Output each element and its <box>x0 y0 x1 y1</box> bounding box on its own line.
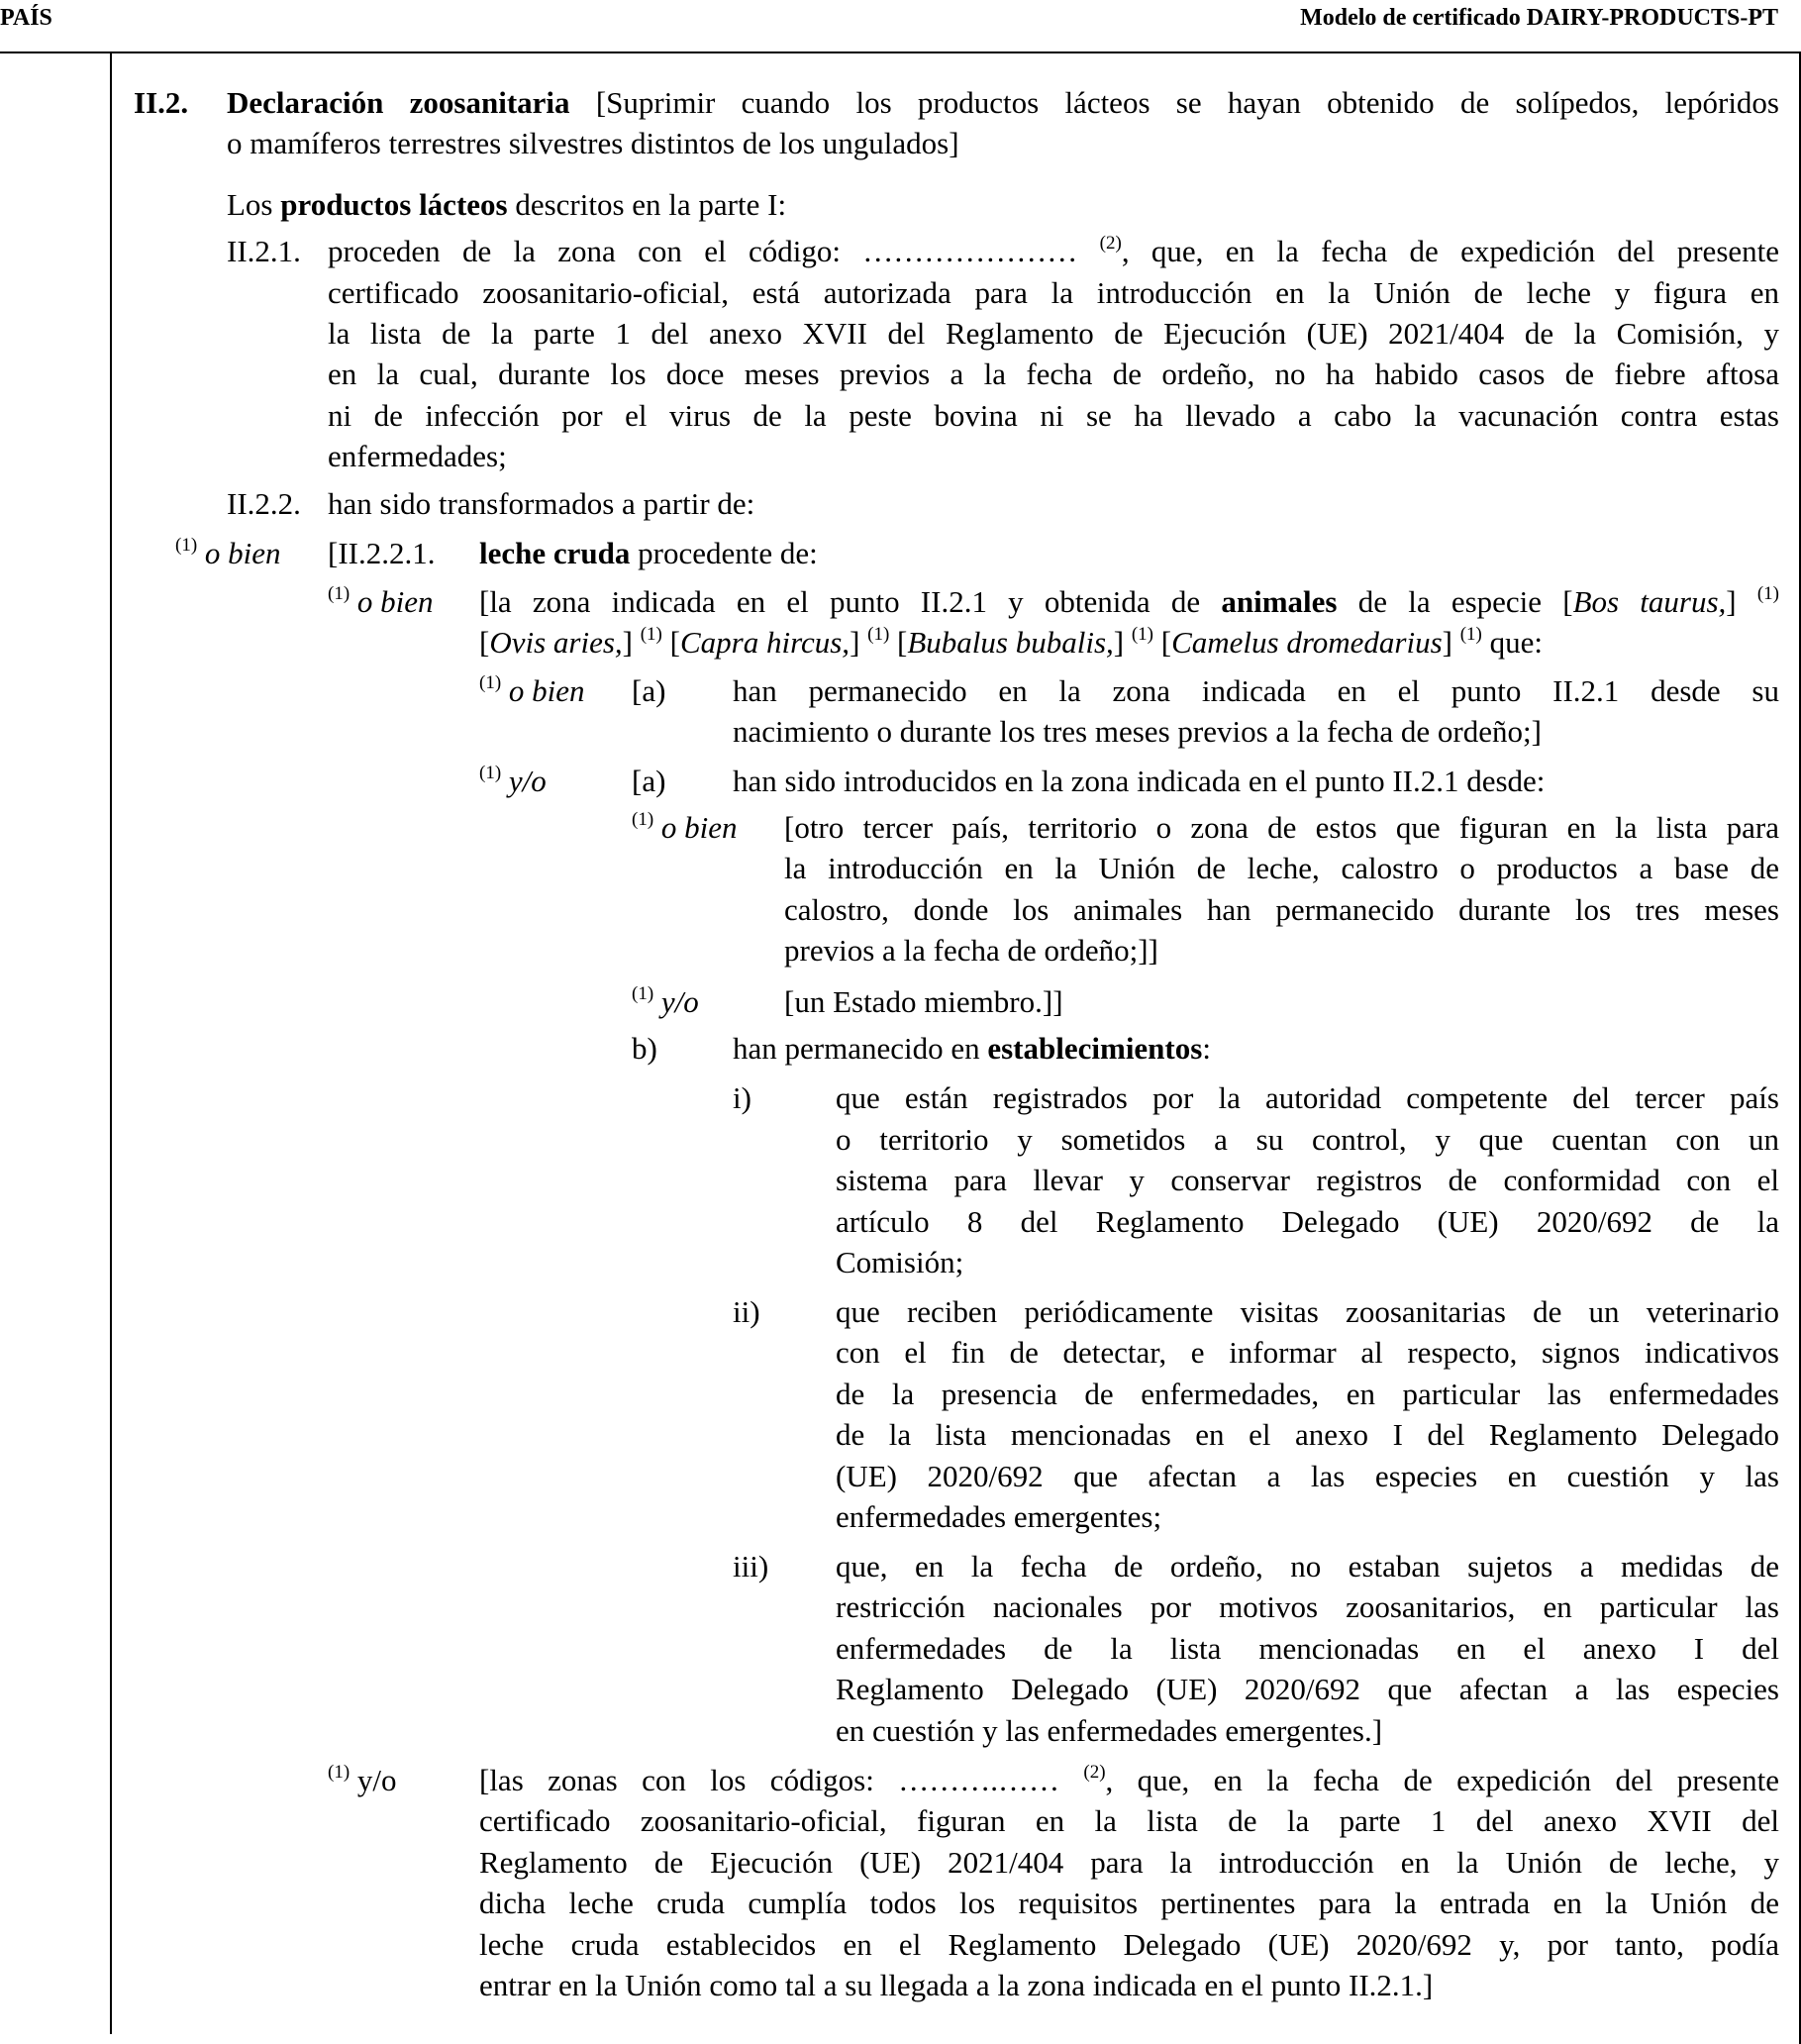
a2opt1-line-3: calostro, donde los animales han permanecido durante los tres meses <box>784 892 1779 927</box>
opt1-line-1 <box>479 581 1779 623</box>
b-text <box>733 1028 1211 1070</box>
ii221-line-2: certificado zoosanitario-oficial, está autorizada para la introducción en la Unión de leche y figura en <box>328 275 1779 310</box>
qualifier-o-bien: o bien <box>660 810 738 845</box>
a2opt1-line-1: [otro tercer país, territorio o zona de estos que figuran en la lista para <box>784 810 1779 845</box>
section-title: Declaración zoosanitaria <box>227 85 570 120</box>
ii222-text: han sido transformados a partir de: <box>328 486 755 521</box>
opt1-que: que: <box>1489 625 1544 660</box>
bi-label: i) <box>733 1080 751 1115</box>
species-bos-taurus: Bos taurus, <box>1572 584 1727 619</box>
footnote-ref-1: (1) <box>175 535 198 556</box>
biii-label: iii) <box>733 1549 769 1584</box>
section-title-note-2: o mamíferos terrestres silvestres distintos de los ungulados] <box>227 126 959 160</box>
bii-line-2: con el fin de detectar, e informar al respecto, signos indicativos <box>836 1335 1779 1370</box>
bii-line-3: de la presencia de enfermedades, en particular las enfermedades <box>836 1377 1779 1411</box>
footnote-ref-1: (1) <box>479 672 502 693</box>
footnote-ref-1: (1) <box>479 763 502 783</box>
opt2-line-1 <box>479 1760 1779 1801</box>
bracket-close: ] <box>1726 584 1737 619</box>
footnote-ref-1: (1) <box>328 1762 350 1783</box>
ii221-l1-post: , que, en la fecha de expedición del presente <box>1121 234 1780 268</box>
bracket-close: ] <box>622 625 633 660</box>
a2-label: [a) <box>632 764 666 798</box>
species-bubalus-bubalis: Bubalus bubalis, <box>907 625 1114 660</box>
biii-line-4: Reglamento Delegado (UE) 2020/692 que afectan a las especies <box>836 1672 1779 1706</box>
bracket-close: ] <box>850 625 860 660</box>
biii-line-5: en cuestión y las enfermedades emergentes.] <box>836 1713 1383 1748</box>
footnote-ref-1: (1) <box>1459 624 1482 645</box>
header-model: Modelo de certificado DAIRY-PRODUCTS-PT <box>1300 5 1778 31</box>
bii-label: ii) <box>733 1294 760 1329</box>
ii221-line-4: en la cual, durante los doce meses previos a la fecha de ordeño, no ha habido casos de fiebre aftosa <box>328 357 1779 391</box>
ii2221-bold: leche cruda <box>479 536 631 570</box>
bi-line-1: que están registrados por la autoridad competente del tercer país <box>836 1080 1779 1115</box>
opt1-l1-bold: animales <box>1221 584 1338 619</box>
ii2221-text <box>479 533 818 574</box>
biii-line-2: restricción nacionales por motivos zoosanitarios, en particular las <box>836 1589 1779 1624</box>
opt2-line-4: dicha leche cruda cumplía todos los requisitos pertinentes para la entrada en la Unión de <box>479 1886 1779 1920</box>
ii2221-post: procedente de: <box>638 536 818 570</box>
a2opt2-text: [un Estado miembro.]] <box>784 984 1063 1019</box>
ii222-number: II.2.2. <box>227 486 301 521</box>
species-camelus-dromedarius: Camelus dromedarius <box>1171 625 1443 660</box>
opt1-qualifier <box>328 581 434 623</box>
opt2-line-6: entrar en la Unión como tal a su llegada a la zona indicada en el punto II.2.1.] <box>479 1968 1434 2002</box>
section-title-line-1 <box>227 82 1779 124</box>
footnote-ref-2: (2) <box>1099 233 1122 254</box>
section-number: II.2. <box>134 85 189 120</box>
opt2-line-2: certificado zoosanitario-oficial, figuran en la lista de la parte 1 del anexo XVII del <box>479 1803 1779 1838</box>
qualifier-y-o: y/o <box>660 984 699 1019</box>
a2opt2-qualifier <box>632 981 699 1023</box>
footnote-ref-1: (1) <box>1756 583 1780 604</box>
intro-pre: Los <box>227 187 273 222</box>
opt1-l1-pre: [la zona indicada en el punto II.2.1 y obtenida de <box>479 584 1201 619</box>
opt2-l1-post: , que, en la fecha de expedición del presente <box>1105 1763 1780 1797</box>
footnote-ref-1: (1) <box>867 624 890 645</box>
ii221-l1-pre: proceden de la zona con el código: ………………… <box>328 234 1078 268</box>
b-label: b) <box>632 1031 657 1066</box>
a2-text: han sido introducidos en la zona indicada en el punto II.2.1 desde: <box>733 764 1546 798</box>
header-country: PAÍS <box>0 5 52 31</box>
qualifier-y-o: y/o <box>356 1763 397 1797</box>
b-post: : <box>1202 1031 1211 1066</box>
a2opt1-line-4: previos a la fecha de ordeño;]] <box>784 933 1158 968</box>
ii221-line-3: la lista de la parte 1 del anexo XVII del Reglamento de Ejecución (UE) 2021/404 de la Comisión, y <box>328 316 1779 351</box>
bii-line-1: que reciben periódicamente visitas zoosanitarias de un veterinario <box>836 1294 1779 1329</box>
section-title-note-1: [Suprimir cuando los productos lácteos se hayan obtenido de solípedos, lepóridos <box>595 85 1779 120</box>
species-ovis-aries: Ovis aries, <box>489 625 623 660</box>
opt1-l1-mid: de la especie [ <box>1357 584 1573 619</box>
ii2221-qualifier <box>175 533 281 574</box>
biii-line-1: que, en la fecha de ordeño, no estaban sujetos a medidas de <box>836 1549 1779 1584</box>
opt2-l1-pre: [las zonas con los códigos: ……….…… <box>479 1763 1059 1797</box>
intro-line <box>227 184 786 226</box>
a1-line-1: han permanecido en la zona indicada en el punto II.2.1 desde su <box>733 673 1779 708</box>
bii-line-5: (UE) 2020/692 que afectan a las especies en cuestión y las <box>836 1459 1779 1493</box>
qualifier-o-bien: o bien <box>356 584 434 619</box>
qualifier-y-o: y/o <box>508 764 547 798</box>
bi-line-4: artículo 8 del Reglamento Delegado (UE) 2020/692 de la <box>836 1204 1779 1239</box>
footnote-ref-1: (1) <box>632 983 654 1004</box>
opt2-line-5: leche cruda establecidos en el Reglamento Delegado (UE) 2020/692 y, por tanto, podía <box>479 1927 1779 1962</box>
ii2221-number: [II.2.2.1. <box>328 536 436 570</box>
a1-line-2: nacimiento o durante los tres meses previos a la fecha de ordeño;] <box>733 714 1542 749</box>
species-capra-hircus: Capra hircus, <box>679 625 850 660</box>
ii221-number: II.2.1. <box>227 234 301 268</box>
footnote-ref-1: (1) <box>632 809 654 830</box>
a1-label: [a) <box>632 673 666 708</box>
ii221-line-5: ni de infección por el virus de la peste bovina ni se ha llevado a cabo la vacunación contra estas <box>328 398 1779 433</box>
bii-line-4: de la lista mencionadas en el anexo I del Reglamento Delegado <box>836 1417 1779 1452</box>
bi-line-2: o territorio y sometidos a su control, y que cuentan con un <box>836 1122 1779 1157</box>
bii-line-6: enfermedades emergentes; <box>836 1499 1162 1534</box>
footnote-ref-1: (1) <box>640 624 662 645</box>
intro-bold: productos lácteos <box>280 187 508 222</box>
a1-qualifier <box>479 670 585 712</box>
biii-line-3: enfermedades de la lista mencionadas en el anexo I del <box>836 1631 1779 1666</box>
qualifier-o-bien: o bien <box>508 673 585 708</box>
a2opt1-line-2: la introducción en la Unión de leche, calostro o productos a base de <box>784 851 1779 885</box>
column-divider <box>110 53 112 2034</box>
bi-line-5: Comisión; <box>836 1245 964 1279</box>
footnote-ref-2: (2) <box>1083 1762 1106 1783</box>
b-bold: establecimientos <box>987 1031 1203 1066</box>
opt2-line-3: Reglamento de Ejecución (UE) 2021/404 para la introducción en la Unión de leche, y <box>479 1845 1779 1880</box>
footnote-ref-1: (1) <box>328 583 350 604</box>
bi-line-3: sistema para llevar y conservar registros de conformidad con el <box>836 1163 1779 1197</box>
bracket-close: ] <box>1442 625 1452 660</box>
intro-post: descritos en la parte I: <box>515 187 787 222</box>
ii221-line-6: enfermedades; <box>328 439 507 473</box>
a2opt1-qualifier <box>632 807 738 849</box>
ii221-line-1 <box>328 231 1779 272</box>
b-pre: han permanecido en <box>733 1031 980 1066</box>
opt2-qualifier <box>328 1760 397 1801</box>
a2-qualifier <box>479 761 547 802</box>
bracket-close: ] <box>1113 625 1125 660</box>
opt1-line-2: [Ovis aries,] $^{(1)}$ [Capra hircus,] $^{(1)}$ [Bubalus bubalis,] $^{(1)}$ [Camelus dromedarius] $^{(1)}$ que: <box>479 624 1544 660</box>
qualifier-o-bien: o bien <box>204 536 281 570</box>
footnote-ref-1: (1) <box>1131 624 1154 645</box>
